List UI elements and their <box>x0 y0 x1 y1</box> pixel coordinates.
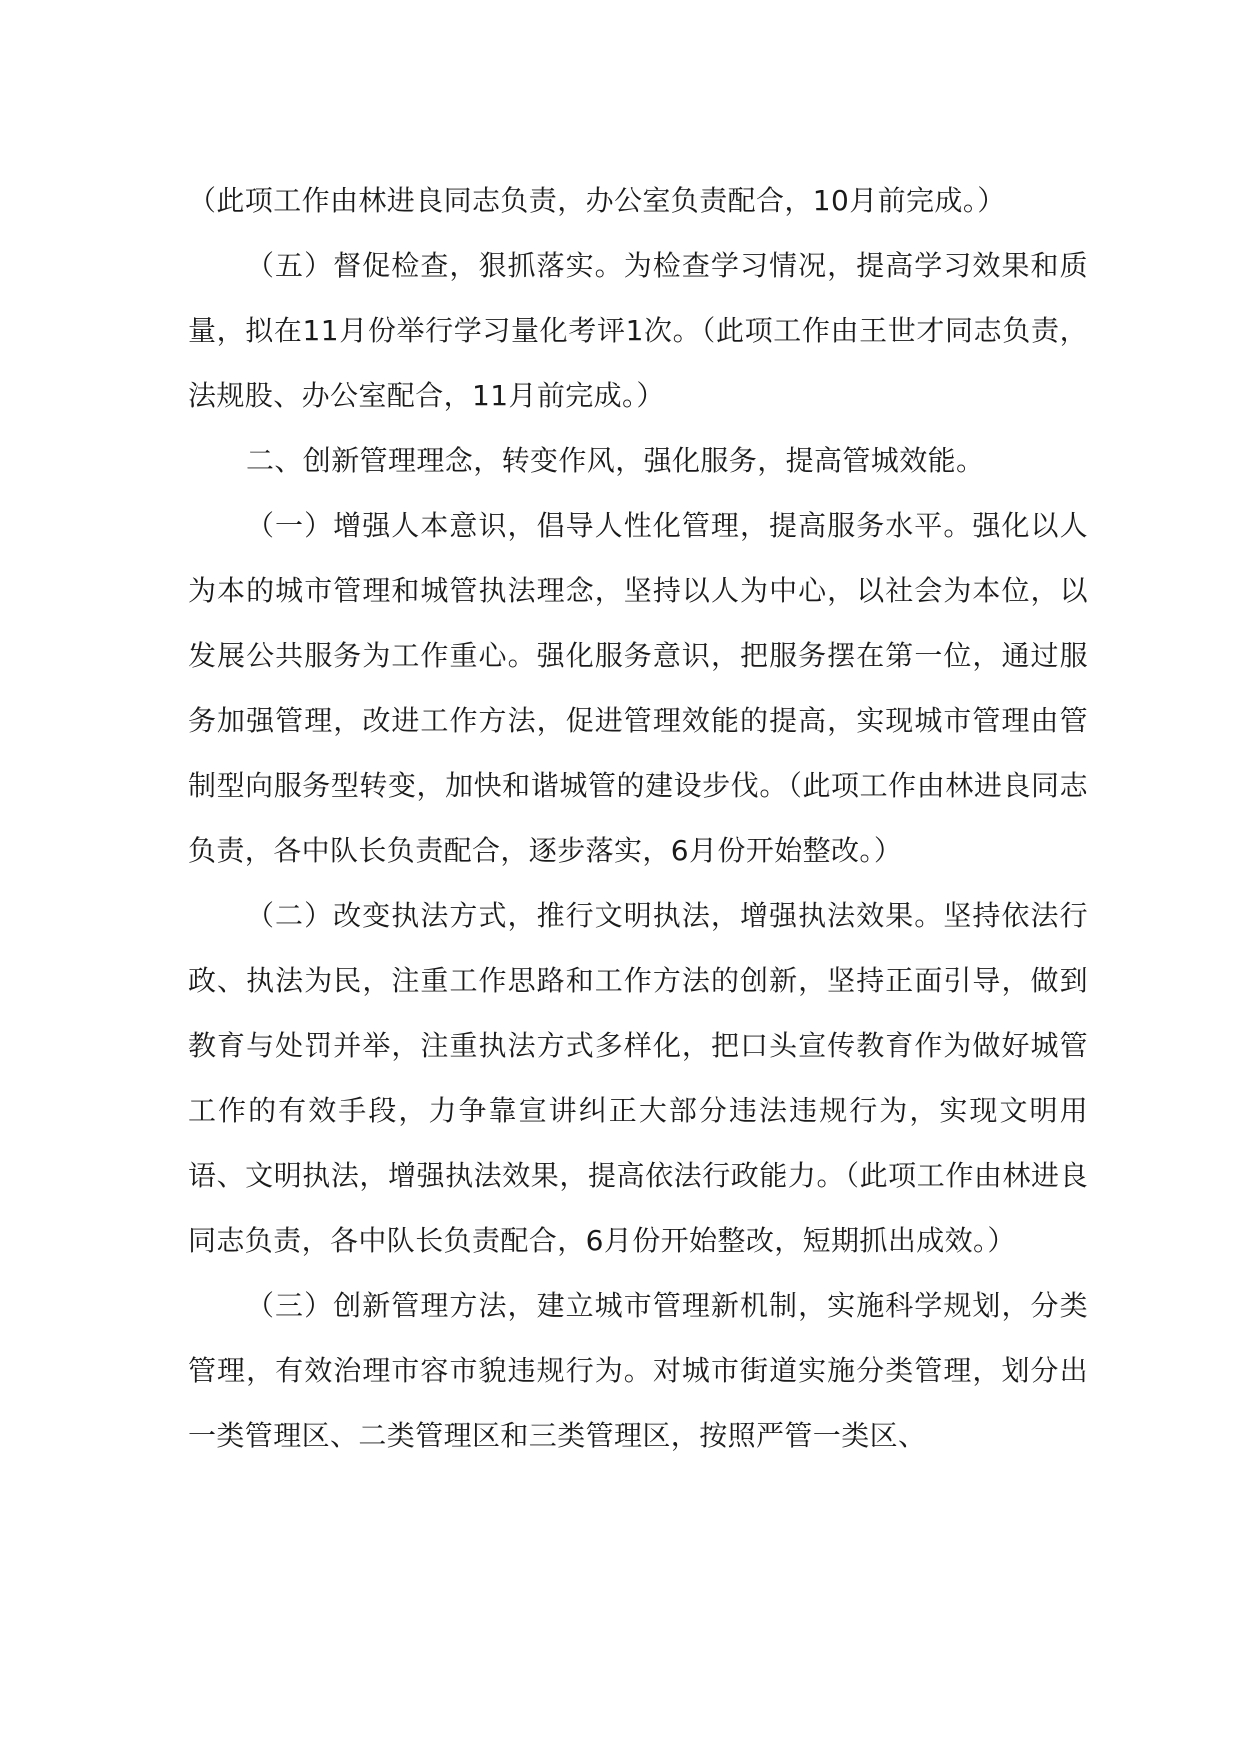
paragraph-3-heading: 二、创新管理理念，转变作风，强化服务，提高管城效能。 <box>246 444 985 477</box>
paragraph-2: （五）督促检查，狠抓落实。为检查学习情况，提高学习效果和质量，拟在11月份举行学习量化考评1次。（此项工作由王世才同志负责，法规股、办公室配合，11月前完成。） <box>188 249 1088 412</box>
paragraph-1: （此项工作由林进良同志负责，办公室负责配合，10月前完成。） <box>188 184 1006 217</box>
paragraph-4: （一）增强人本意识，倡导人性化管理，提高服务水平。强化以人为本的城市管理和城管执法理念，坚持以人为中心，以社会为本位，以发展公共服务为工作重心。强化服务意识，把服务摆在第一位，通过服务加强管理，改进工作方法，促进管理效能的提高，实现城市管理由管制型向服务型转变，加快和谐城管的建设步伐。（此项工作由林进良同志负责，各中队长负责配合，逐步落实，6月份开始整改。） <box>188 509 1088 867</box>
paragraph-6: （三）创新管理方法，建立城市管理新机制，实施科学规划，分类管理，有效治理市容市貌违规行为。对城市街道实施分类管理，划分出一类管理区、二类管理区和三类管理区，按照严管一类区、 <box>188 1289 1088 1452</box>
paragraph-5: （二）改变执法方式，推行文明执法，增强执法效果。坚持依法行政、执法为民，注重工作思路和工作方法的创新，坚持正面引导，做到教育与处罚并举，注重执法方式多样化，把口头宣传教育作为做好城管工作的有效手段，力争靠宣讲纠正大部分违法违规行为，实现文明用语、文明执法，增强执法效果，提高依法行政能力。（此项工作由林进良同志负责，各中队长负责配合，6月份开始整改，短期抓出成效。） <box>188 899 1088 1257</box>
document-page <box>188 168 1088 1468</box>
